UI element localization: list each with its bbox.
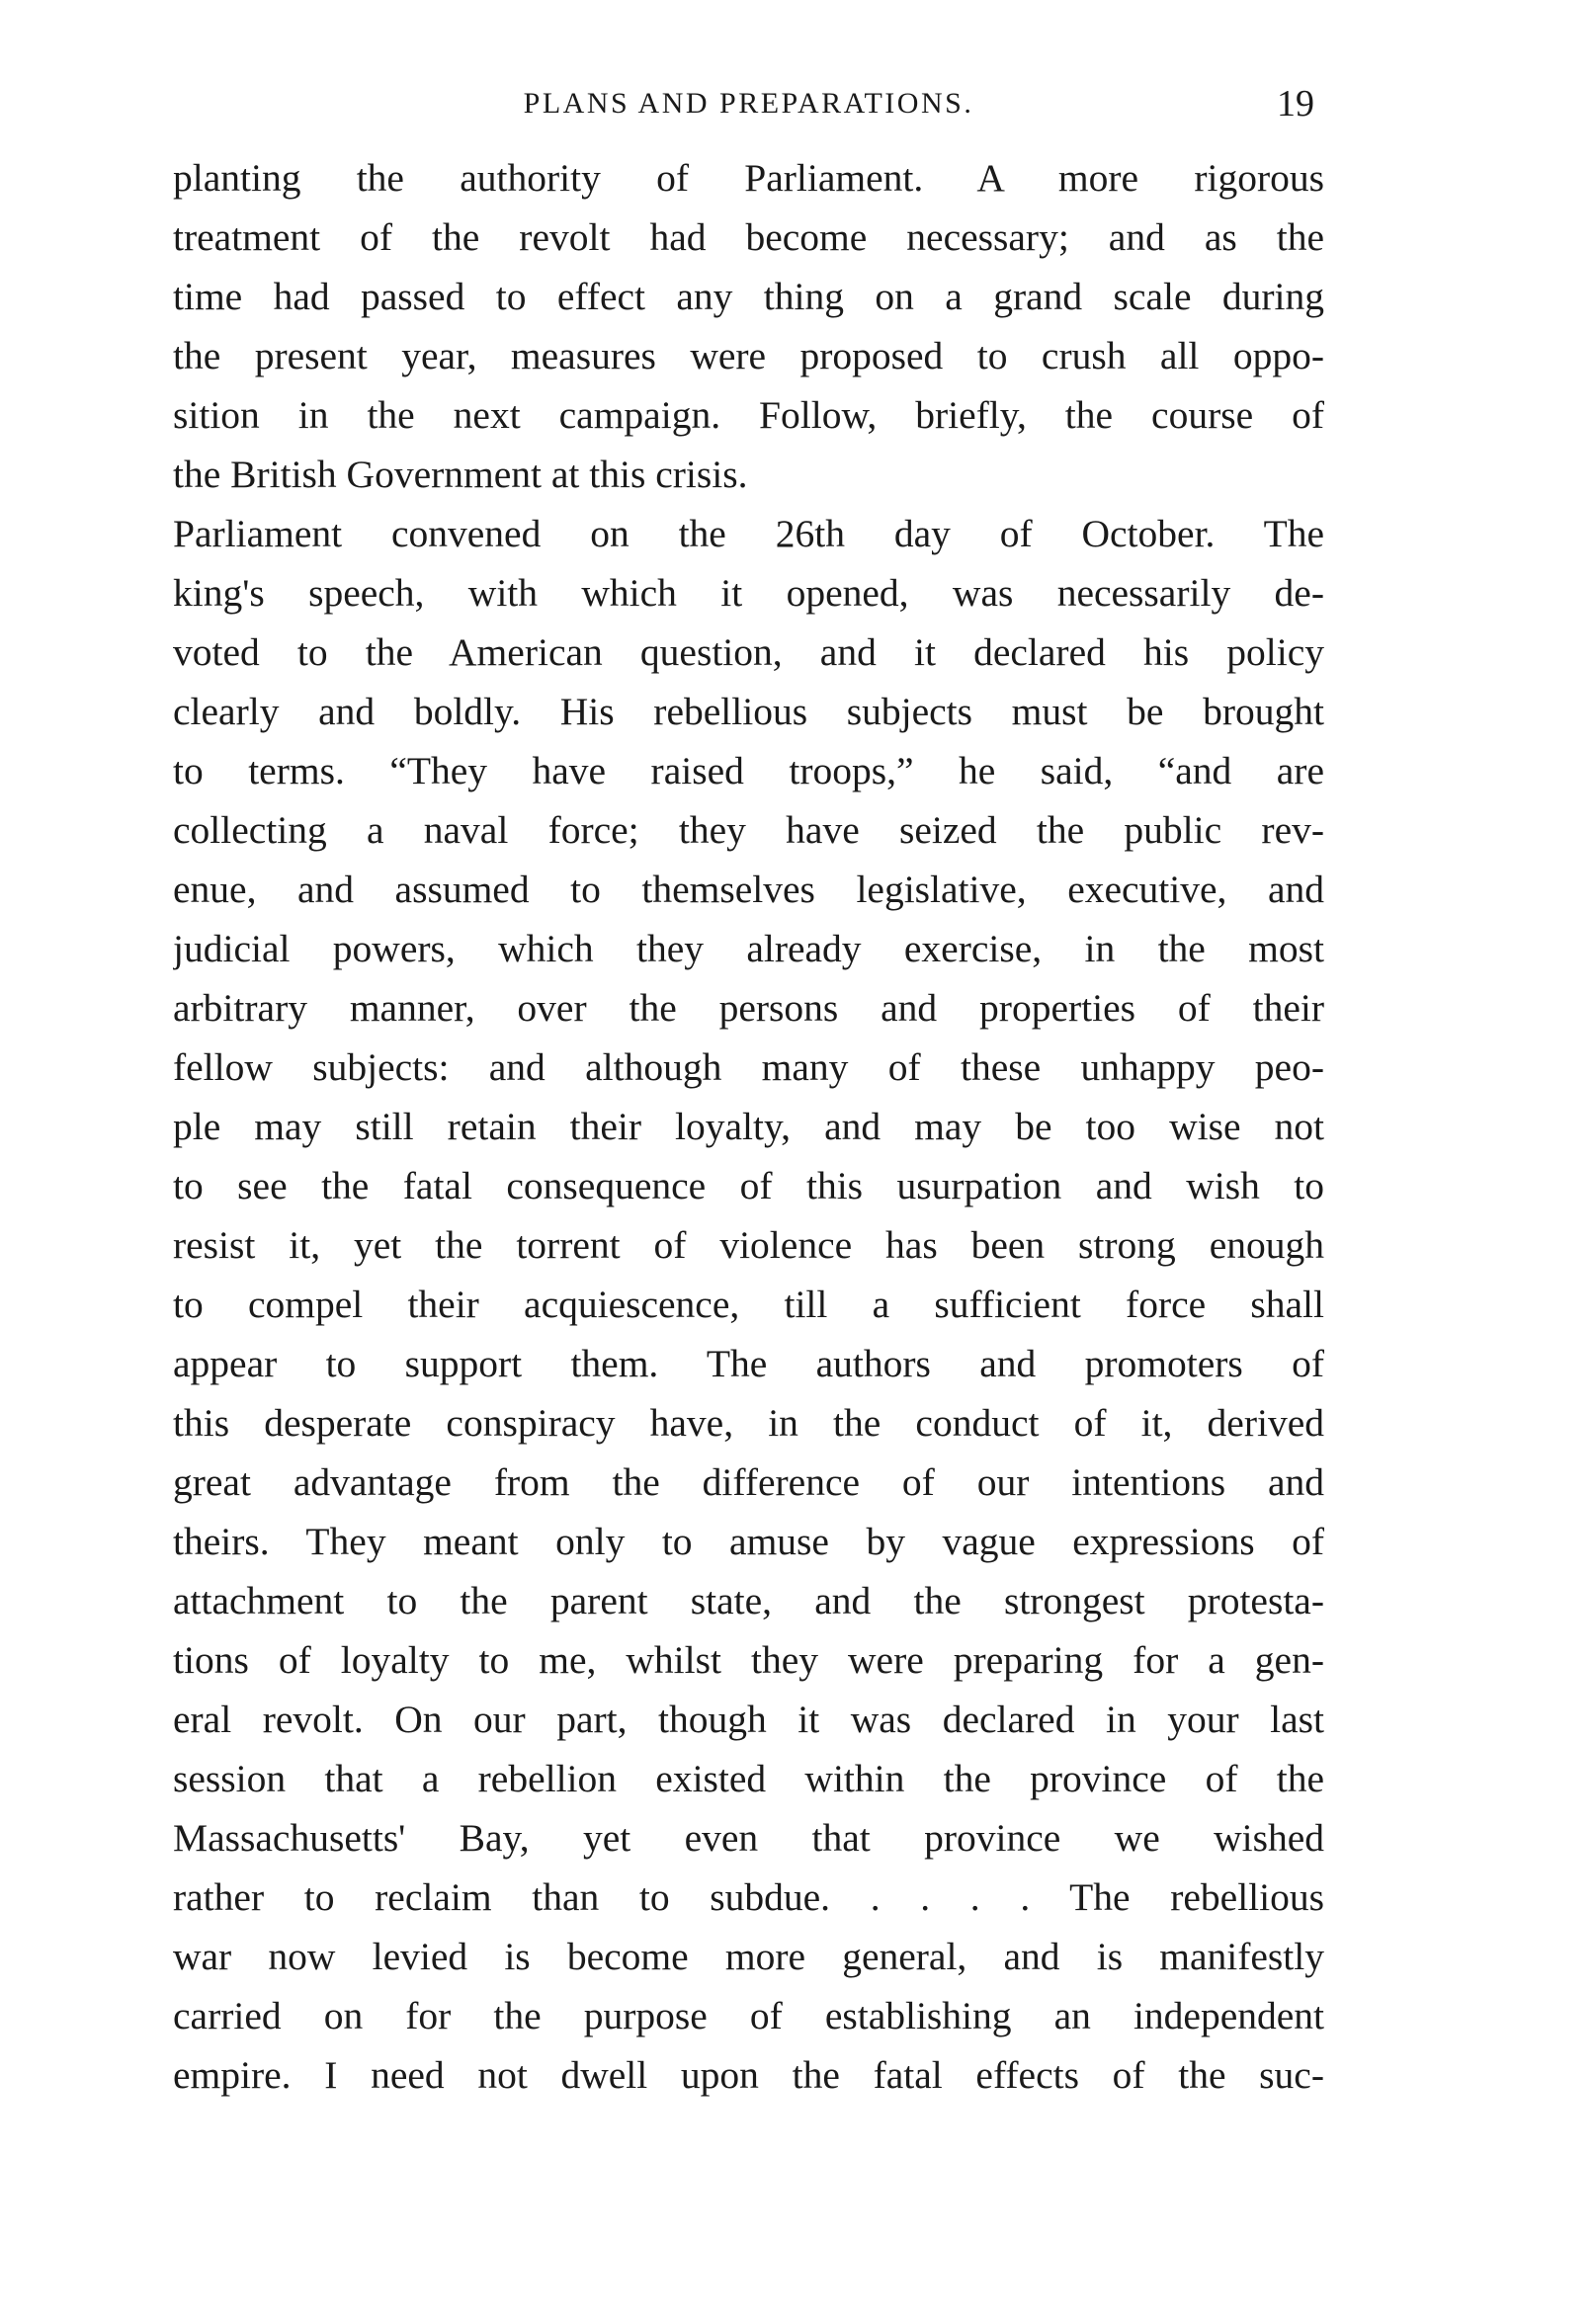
text-line: carried on for the purpose of establishing an independent xyxy=(173,1994,1324,2037)
text-line: Massachusetts' Bay, yet even that province we wished xyxy=(173,1816,1324,1860)
text-line: collecting a naval force; they have seized the public rev- xyxy=(173,808,1324,852)
text-line: resist it, yet the torrent of violence has been strong enough xyxy=(173,1223,1324,1267)
text-line: tions of loyalty to me, whilst they were preparing for a gen- xyxy=(173,1638,1324,1682)
text-line: the British Government at this crisis. xyxy=(173,453,748,496)
text-line: appear to support them. The authors and promoters of xyxy=(173,1342,1324,1385)
text-line: to terms. “They have raised troops,” he said, “and are xyxy=(173,749,1324,792)
text-line: voted to the American question, and it declared his policy xyxy=(173,630,1324,674)
text-line: fellow subjects: and although many of these unhappy peo- xyxy=(173,1045,1324,1089)
text-line: rather to reclaim than to subdue. . . . . The rebellious xyxy=(173,1875,1324,1919)
page-number: 19 xyxy=(1277,83,1314,124)
text-line: judicial powers, which they already exercise, in the most xyxy=(173,927,1324,970)
text-line: Parliament convened on the 26th day of October. The xyxy=(173,512,1324,555)
text-line: ple may still retain their loyalty, and may be too wise not xyxy=(173,1105,1324,1148)
text-line: enue, and assumed to themselves legislative, executive, and xyxy=(173,868,1324,911)
text-line: empire. I need not dwell upon the fatal effects of the suc- xyxy=(173,2053,1324,2097)
text-line: to see the fatal consequence of this usurpation and wish to xyxy=(173,1164,1324,1207)
text-line: attachment to the parent state, and the strongest protesta- xyxy=(173,1579,1324,1622)
running-head xyxy=(173,74,1324,133)
text-line: clearly and boldly. His rebellious subjects must be brought xyxy=(173,690,1324,733)
text-line: to compel their acquiescence, till a sufficient force shall xyxy=(173,1283,1324,1326)
text-line: eral revolt. On our part, though it was declared in your last xyxy=(173,1698,1324,1741)
body-text xyxy=(173,148,1324,2105)
text-line: treatment of the revolt had become necessary; and as the xyxy=(173,215,1324,259)
running-title: PLANS AND PREPARATIONS. xyxy=(523,87,974,120)
text-line: war now levied is become more general, and is manifestly xyxy=(173,1935,1324,1978)
text-line: arbitrary manner, over the persons and properties of their xyxy=(173,986,1324,1030)
text-line: this desperate conspiracy have, in the conduct of it, derived xyxy=(173,1401,1324,1445)
text-line: the present year, measures were proposed to crush all oppo- xyxy=(173,334,1324,377)
text-line: planting the authority of Parliament. A more rigorous xyxy=(173,156,1324,200)
text-line: king's speech, with which it opened, was necessarily de- xyxy=(173,571,1324,615)
text-line: time had passed to effect any thing on a grand scale during xyxy=(173,275,1324,318)
text-line: sition in the next campaign. Follow, briefly, the course of xyxy=(173,393,1324,437)
text-line: theirs. They meant only to amuse by vague expressions of xyxy=(173,1520,1324,1563)
text-line: session that a rebellion existed within the province of the xyxy=(173,1757,1324,1800)
text-line: great advantage from the difference of our intentions and xyxy=(173,1460,1324,1504)
